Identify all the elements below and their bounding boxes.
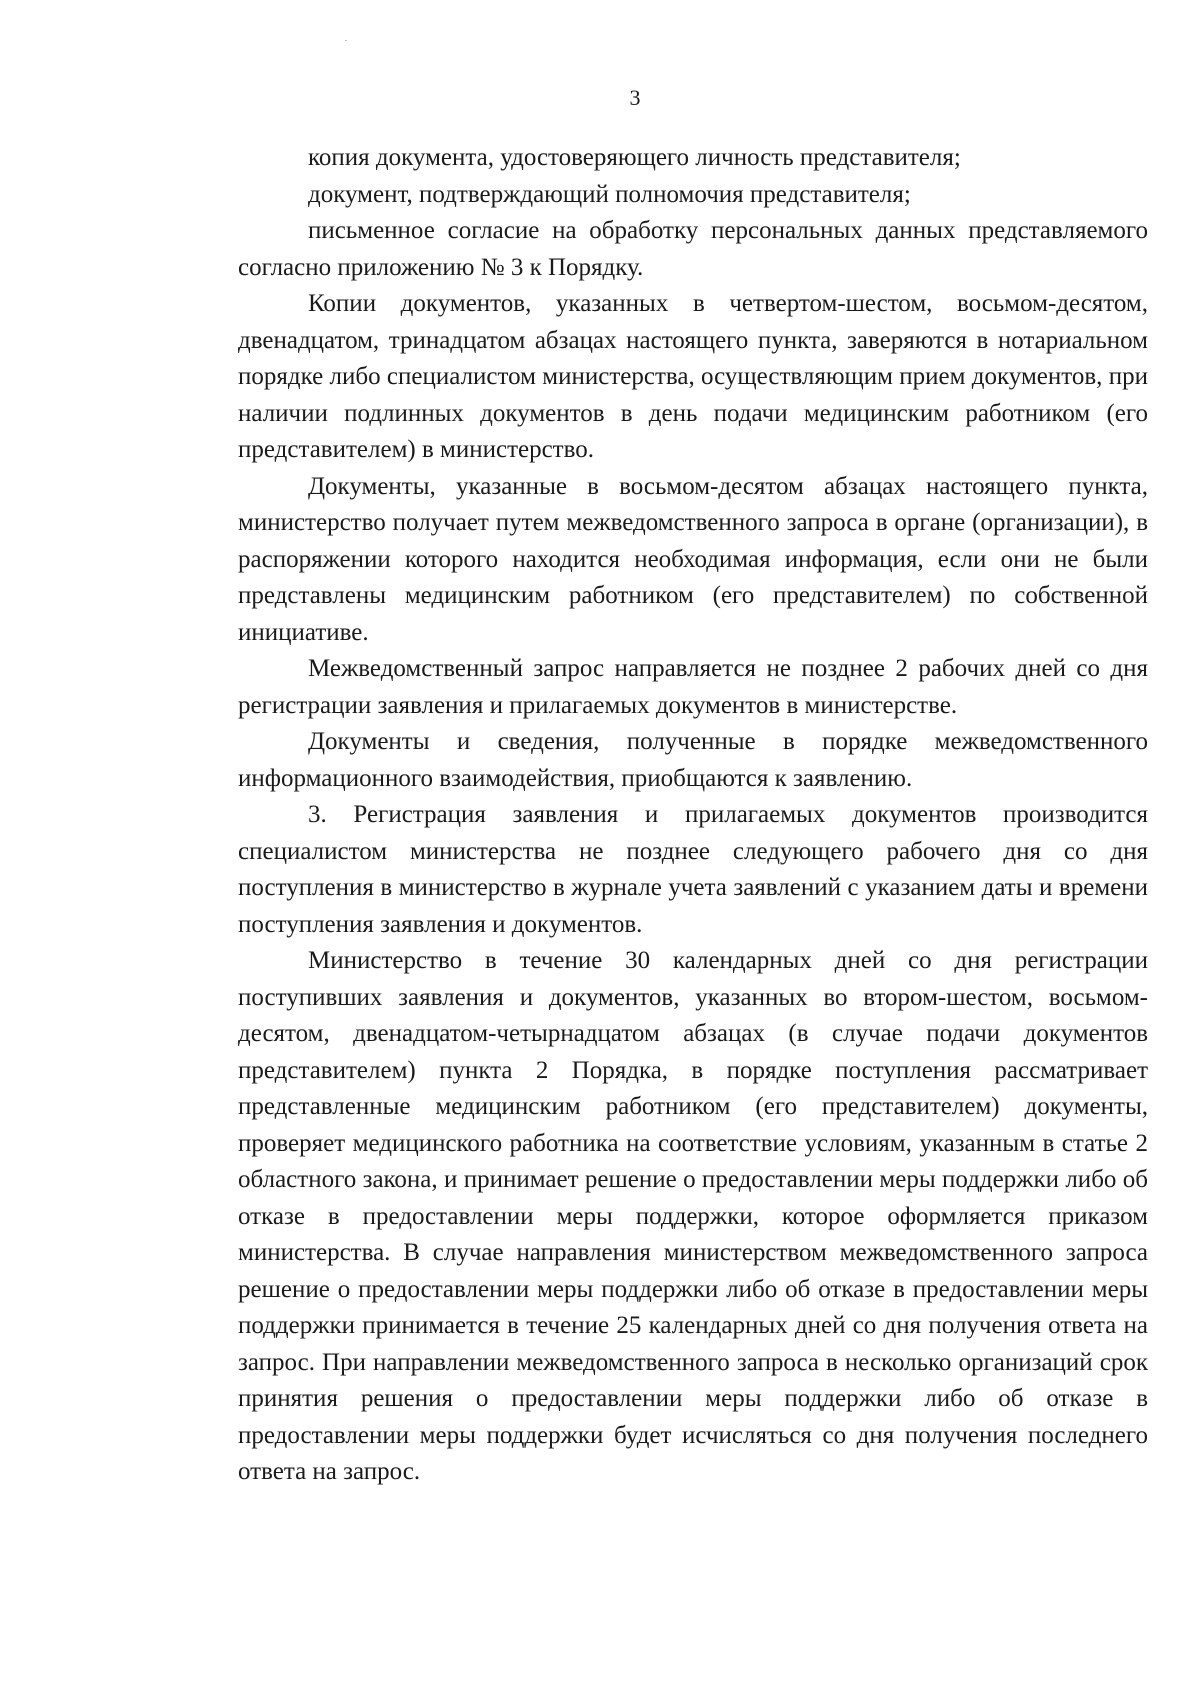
scan-artifact: [345, 40, 347, 41]
page-number: 3: [629, 85, 641, 110]
paragraph: документ, подтверждающий полномочия представителя;: [308, 180, 911, 208]
paragraph: Межведомственный запрос направляется не позднее 2 рабочих дней со дня регистрации заявления и прилагаемых документов в министерстве.: [238, 655, 1148, 719]
paragraph: 3. Регистрация заявления и прилагаемых документов производится специалистом министерства не позднее следующего рабочего дня со дня поступления в министерство в журнале учета заявлений с указанием даты и времени поступления заявления и документов.: [238, 801, 1148, 938]
paragraph: копия документа, удостоверяющего личность представителя;: [308, 144, 961, 171]
paragraph: Документы, указанные в восьмом-десятом абзацах настоящего пункта, министерство получает путем межведомственного запроса в органе (организации), в распоряжении которого находится необходимая информация, если они не были представлены медицинским работником (его представителем) по собственной инициативе.: [238, 472, 1148, 646]
paragraph: Копии документов, указанных в четвертом-шестом, восьмом-десятом, двенадцатом, тринадцатом абзацах настоящего пункта, заверяются в нотариальном порядке либо специалистом министерства, осуществляющим прием документов, при наличии подлинных документов в день подачи медицинским работником (его представителем) в министерство.: [238, 290, 1148, 463]
paragraph: письменное согласие на обработку персональных данных представляемого согласно приложению № 3 к Порядку.: [238, 217, 1148, 281]
paragraph: Министерство в течение 30 календарных дней со дня регистрации поступивших заявления и документов, указанных во втором-шестом, восьмом-десятом, двенадцатом-четырнадцатом абзацах (в случае подачи документов представителем) пункта 2 Порядка, в порядке поступления рассматривает представленные медицинским работником (его представителем) документы, проверяет медицинского работника на соответствие условиям, указанным в статье 2 областного закона, и принимает решение о предоставлении меры поддержки либо об отказе в предоставлении меры поддержки, которое оформляется приказом министерства. В случае направления министерством межведомственного запроса решение о предоставлении меры поддержки либо об отказе в предоставлении меры поддержки принимается в течение 25 календарных дней со дня получения ответа на запрос. При направлении межведомственного запроса в несколько организаций срок принятия решения о предоставлении меры поддержки либо об отказе в предоставлении меры поддержки будет исчисляться со дня получения последнего ответа на запрос.: [238, 947, 1148, 1485]
paragraph: Документы и сведения, полученные в порядке межведомственного информационного взаимодействия, приобщаются к заявлению.: [238, 728, 1148, 792]
document-body: [238, 140, 1148, 1491]
